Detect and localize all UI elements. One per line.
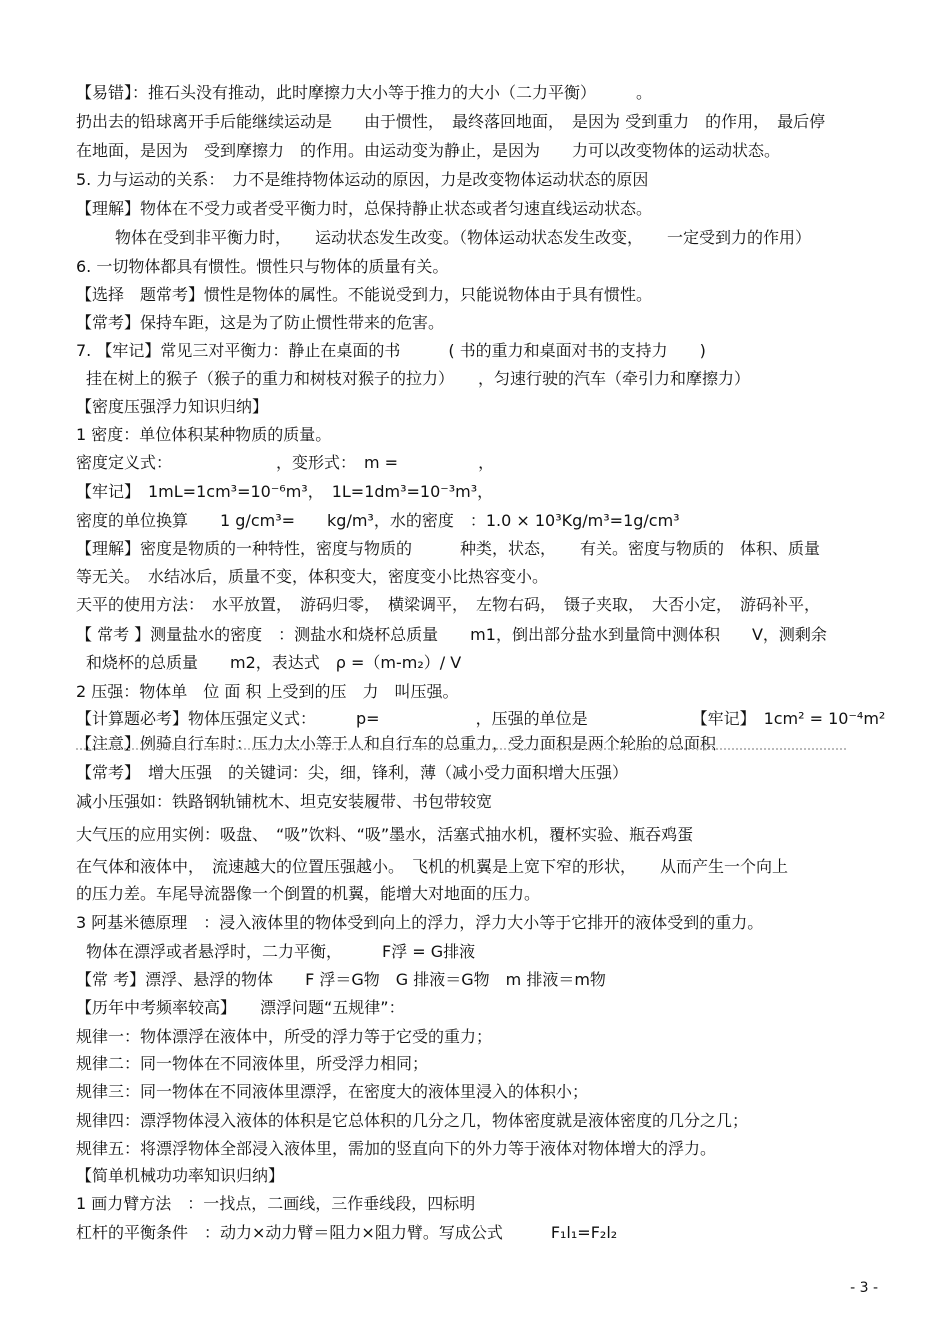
text-line: 【历年中考频率较高】 漂浮问题“五规律”： bbox=[76, 998, 405, 1017]
text-line: 【注意】例骑自行车时：压力大小等于人和自行车的总重力，受力面积是两个轮胎的总面积 bbox=[76, 734, 717, 753]
text-line: 规律一：物体漂浮在液体中，所受的浮力等于它受的重力； bbox=[76, 1027, 493, 1046]
text-line: 和烧杯的总质量 m2，表达式 ρ =（m-m₂）/ V bbox=[86, 653, 462, 672]
text-line: 规律三：同一物体在不同液体里漂浮，在密度大的液体里浸入的体积小； bbox=[76, 1082, 589, 1101]
text-line: 规律四：漂浮物体浸入液体的体积是它总体积的几分之几，物体密度就是液体密度的几分之几； bbox=[76, 1111, 749, 1130]
text-line: 【选择 题常考】惯性是物体的属性。不能说受到力，只能说物体由于具有惯性。 bbox=[76, 285, 653, 304]
text-line: 物体在受到非平衡力时， 运动状态发生改变。（物体运动状态发生改变， 一定受到力的作用） bbox=[115, 228, 812, 247]
dotted-separator bbox=[76, 748, 846, 750]
section-heading: 【密度压强浮力知识归纳】 bbox=[76, 397, 269, 416]
text-line: 规律二：同一物体在不同液体里，所受浮力相同； bbox=[76, 1054, 429, 1073]
text-line: 3 阿基米德原理 ：浸入液体里的物体受到向上的浮力，浮力大小等于它排开的液体受到的重力。 bbox=[76, 913, 764, 932]
text-line: 密度的单位换算 1 g/cm³= kg/m³，水的密度 ：1.0 × 10³Kg/m³=1g/cm³ bbox=[76, 511, 680, 530]
text-line: 1 密度：单位体积某种物质的质量。 bbox=[76, 425, 332, 444]
section-heading: 【简单机械功功率知识归纳】 bbox=[76, 1166, 285, 1185]
text-line: 等无关。 水结冰后，质量不变，体积变大，密度变小比热容变小。 bbox=[76, 567, 549, 586]
text-line: 【易错】：推石头没有推动，此时摩擦力大小等于推力的大小（二力平衡） 。 bbox=[76, 83, 653, 102]
text-line: 【理解】密度是物质的一种特性，密度与物质的 种类，状态， 有关。密度与物质的 体积、质量 bbox=[76, 539, 821, 558]
text-line: 天平的使用方法： 水平放置， 游码归零， 横梁调平， 左物右码， 镊子夹取， 大否小定， 游码补平， bbox=[76, 595, 821, 614]
text-line: 挂在树上的猴子（猴子的重力和树枝对猴子的拉力） ，匀速行驶的汽车（牵引力和摩擦力） bbox=[86, 369, 751, 388]
text-line: 物体在漂浮或者悬浮时，二力平衡， F浮 = G排液 bbox=[86, 942, 476, 961]
text-line: 【常考】保持车距，这是为了防止惯性带来的危害。 bbox=[76, 313, 445, 332]
text-line: 【理解】物体在不受力或者受平衡力时，总保持静止状态或者匀速直线运动状态。 bbox=[76, 199, 653, 218]
text-line: 大气压的应用实例：吸盘、 “吸”饮料、“吸”墨水，活塞式抽水机，覆杯实验、瓶吞鸡蛋 bbox=[76, 825, 694, 844]
text-line: 【常考】 增大压强 的关键词：尖，细，锋利，薄（减小受力面积增大压强） bbox=[76, 763, 629, 782]
text-line: 【 常考 】测量盐水的密度 ：测盐水和烧杯总质量 m1，倒出部分盐水到量筒中测体积 V，测剩余 bbox=[76, 625, 827, 644]
text-line: 【牢记】 1mL=1cm³=10⁻⁶m³， 1L=1dm³=10⁻³m³， bbox=[76, 482, 494, 501]
text-line: 1 画力臂方法 ：一找点，二画线，三作垂线段，四标明 bbox=[76, 1194, 476, 1213]
text-line: 【计算题必考】物体压强定义式： p= ，压强的单位是 【牢记】 1cm² = 10⁻⁴m² bbox=[76, 709, 886, 728]
text-line: 扔出去的铅球离开手后能继续运动是 由于惯性， 最终落回地面， 是因为 受到重力 的作用， 最后停 bbox=[76, 112, 826, 131]
text-line: 规律五：将漂浮物体全部浸入液体里，需加的竖直向下的外力等于液体对物体增大的浮力。 bbox=[76, 1139, 717, 1158]
text-line: 2 压强：物体单 位 面 积 上受到的压 力 叫压强。 bbox=[76, 682, 459, 701]
text-line: 6. 一切物体都具有惯性。惯性只与物体的质量有关。 bbox=[76, 257, 449, 276]
text-line: 在地面，是因为 受到摩擦力 的作用。由运动变为静止，是因为 力可以改变物体的运动状态。 bbox=[76, 141, 781, 160]
text-line: 在气体和液体中， 流速越大的位置压强越小。 飞机的机翼是上宽下窄的形状， 从而产生一个向上 bbox=[76, 857, 789, 876]
text-line: 密度定义式： ，变形式： m = ， bbox=[76, 453, 495, 472]
text-line: 的压力差。车尾导流器像一个倒置的机翼，能增大对地面的压力。 bbox=[76, 884, 541, 903]
text-line: 5. 力与运动的关系： 力不是维持物体运动的原因，力是改变物体运动状态的原因 bbox=[76, 170, 649, 189]
text-line: 7. 【牢记】常见三对平衡力：静止在桌面的书 ( 书的重力和桌面对书的支持力 ) bbox=[76, 341, 706, 360]
text-line: 【常 考】漂浮、悬浮的物体 F 浮＝G物 G 排液＝G物 m 排液＝m物 bbox=[76, 970, 606, 989]
text-line: 减小压强如：铁路钢轨铺枕木、坦克安装履带、书包带较宽 bbox=[76, 792, 493, 811]
text-line: 杠杆的平衡条件 ：动力×动力臂＝阻力×阻力臂。写成公式 F₁l₁=F₂l₂ bbox=[76, 1223, 618, 1242]
page-number: - 3 - bbox=[850, 1280, 878, 1296]
